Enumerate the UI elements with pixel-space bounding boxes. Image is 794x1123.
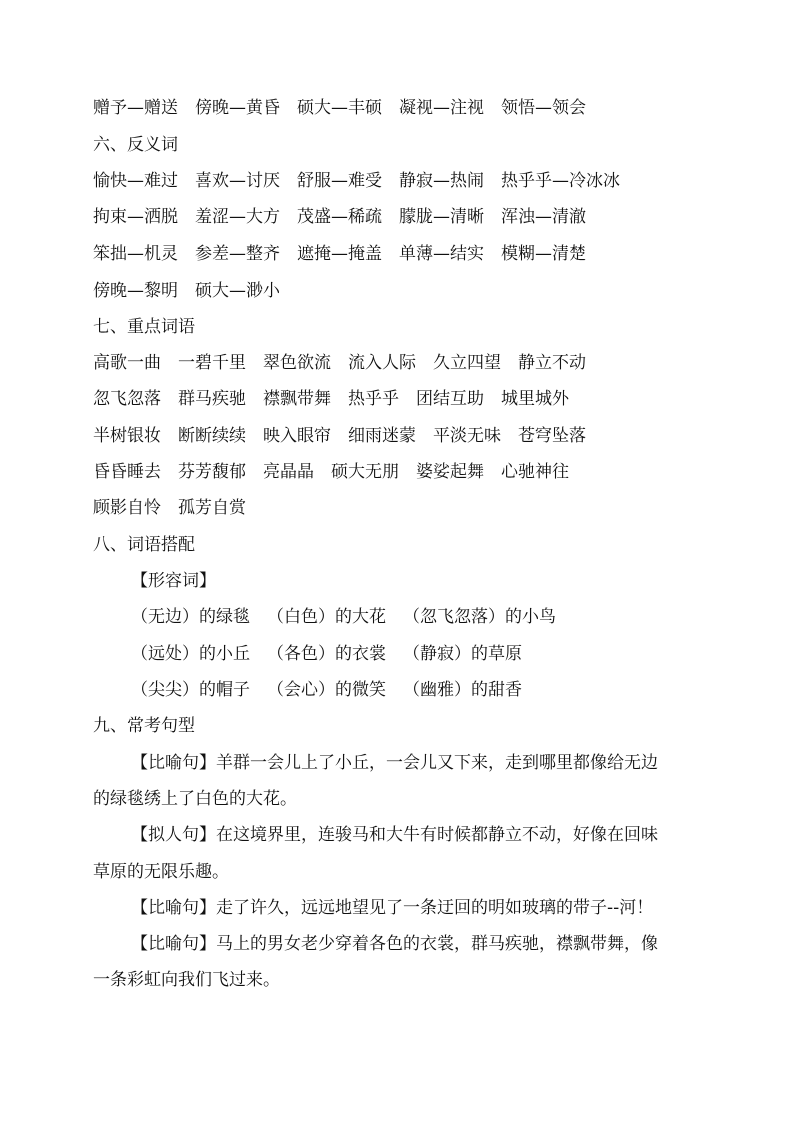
word-pair: 舒服—难受 — [297, 171, 382, 191]
word-pair: 模糊—清楚 — [501, 244, 586, 264]
key-word: 硕大无朋 — [331, 462, 399, 482]
sentence-tag: 【比喻句】 — [131, 934, 216, 954]
sentence-continuation: 一条彩虹向我们飞过来。 — [93, 970, 280, 990]
antonym-row — [93, 280, 297, 302]
key-word: 一碧千里 — [178, 353, 246, 373]
key-word: 心驰神往 — [501, 462, 569, 482]
collocation: （无边）的绿毯 — [131, 607, 250, 627]
section-title-key-words: 七、重点词语 — [93, 317, 195, 337]
key-word-row — [93, 352, 603, 374]
sentence-item — [131, 752, 658, 774]
word-pair: 赠予—赠送 — [93, 98, 178, 118]
collocation-row — [131, 643, 539, 665]
sentence-tag: 【比喻句】 — [131, 898, 216, 918]
word-pair: 单薄—结实 — [399, 244, 484, 264]
section-title-word-collocation: 八、词语搭配 — [93, 535, 195, 555]
antonym-row — [93, 170, 637, 192]
collocation-row — [131, 606, 573, 628]
sentence-item — [131, 897, 653, 919]
key-word: 翠色欲流 — [263, 353, 331, 373]
word-pair: 拘束—洒脱 — [93, 207, 178, 227]
key-word-row — [93, 425, 603, 447]
key-word: 亮晶晶 — [263, 462, 314, 482]
antonym-row — [93, 243, 603, 265]
key-word: 孤芳自赏 — [178, 498, 246, 518]
word-pair: 静寂—热闹 — [399, 171, 484, 191]
word-pair: 遮掩—掩盖 — [297, 244, 382, 264]
word-pair: 笨拙—机灵 — [93, 244, 178, 264]
key-word: 昏昏睡去 — [93, 462, 161, 482]
key-word-row — [93, 461, 586, 483]
collocation: （远处）的小丘 — [131, 644, 250, 664]
word-pair: 茂盛—稀疏 — [297, 207, 382, 227]
collocation: （忽飞忽落）的小鸟 — [403, 607, 556, 627]
key-word: 热乎乎 — [348, 389, 399, 409]
key-word: 苍穹坠落 — [518, 426, 586, 446]
key-word: 映入眼帘 — [263, 426, 331, 446]
key-word: 断断续续 — [178, 426, 246, 446]
sentence-item — [131, 933, 658, 955]
key-word-row — [93, 497, 263, 519]
collocation: （尖尖）的帽子 — [131, 680, 250, 700]
key-word: 静立不动 — [518, 353, 586, 373]
sentence-text: 走了许久，远远地望见了一条迂回的明如玻璃的带子--河！ — [216, 898, 654, 918]
word-pair: 凝视—注视 — [399, 98, 484, 118]
key-word: 顾影自怜 — [93, 498, 161, 518]
word-pair: 硕大—丰硕 — [297, 98, 382, 118]
key-word: 团结互助 — [416, 389, 484, 409]
collocation: （白色）的大花 — [267, 607, 386, 627]
key-word: 久立四望 — [433, 353, 501, 373]
sentence-tag: 【拟人句】 — [131, 825, 216, 845]
word-pair: 朦胧—清晰 — [399, 207, 484, 227]
section-title-antonyms: 六、反义词 — [93, 135, 178, 155]
collocation: （幽雅）的甜香 — [403, 680, 522, 700]
key-word: 高歌一曲 — [93, 353, 161, 373]
antonym-row — [93, 206, 603, 228]
key-word-row — [93, 388, 586, 410]
key-word: 群马疾驰 — [178, 389, 246, 409]
word-pair: 热乎乎—冷冰冰 — [501, 171, 620, 191]
key-word: 平淡无味 — [433, 426, 501, 446]
collocation: （会心）的微笑 — [267, 680, 386, 700]
key-word: 芬芳馥郁 — [178, 462, 246, 482]
key-word: 细雨迷蒙 — [348, 426, 416, 446]
key-word: 半树银妆 — [93, 426, 161, 446]
word-pair: 愉快—难过 — [93, 171, 178, 191]
sentence-continuation: 草原的无限乐趣。 — [93, 862, 229, 882]
word-pair: 领悟—领会 — [501, 98, 586, 118]
sentence-text: 马上的男女老少穿着各色的衣裳，群马疾驰，襟飘带舞，像 — [216, 934, 658, 954]
sentence-item — [131, 824, 658, 846]
section-title-sentence-patterns: 九、常考句型 — [93, 716, 195, 736]
word-pair: 硕大—渺小 — [195, 281, 280, 301]
collocation-subtitle: 【形容词】 — [131, 571, 216, 591]
synonym-row — [93, 97, 603, 119]
sentence-continuation: 的绿毯绣上了白色的大花。 — [93, 789, 297, 809]
key-word: 婆娑起舞 — [416, 462, 484, 482]
word-pair: 羞涩—大方 — [195, 207, 280, 227]
sentence-tag: 【比喻句】 — [131, 753, 216, 773]
key-word: 忽飞忽落 — [93, 389, 161, 409]
key-word: 流入人际 — [348, 353, 416, 373]
word-pair: 傍晚—黎明 — [93, 281, 178, 301]
collocation: （各色）的衣裳 — [267, 644, 386, 664]
key-word: 城里城外 — [501, 389, 569, 409]
word-pair: 浑浊—清澈 — [501, 207, 586, 227]
word-pair: 参差—整齐 — [195, 244, 280, 264]
word-pair: 傍晚—黄昏 — [195, 98, 280, 118]
sentence-text: 在这境界里，连骏马和大牛有时候都静立不动，好像在回味 — [216, 825, 658, 845]
collocation-row — [131, 679, 539, 701]
collocation: （静寂）的草原 — [403, 644, 522, 664]
word-pair: 喜欢—讨厌 — [195, 171, 280, 191]
sentence-text: 羊群一会儿上了小丘，一会儿又下来，走到哪里都像给无边 — [216, 753, 658, 773]
key-word: 襟飘带舞 — [263, 389, 331, 409]
